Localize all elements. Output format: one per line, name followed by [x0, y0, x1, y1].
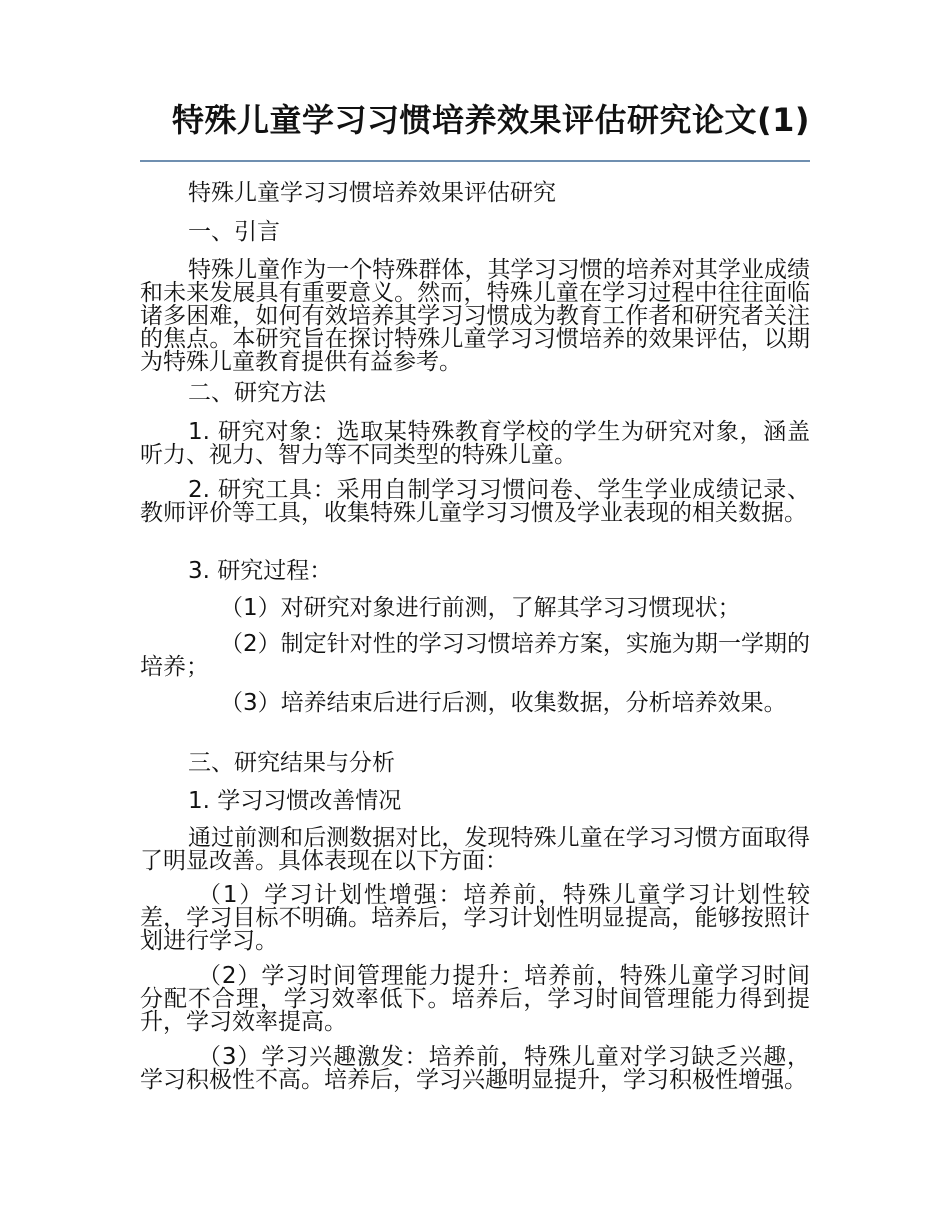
result-item-1: （1）学习计划性增强：培养前，特殊儿童学习计划性较差，学习目标不明确。培养后，学习计划性明显提高，能够按照计划进行学习。 [140, 882, 810, 954]
title-divider [140, 160, 810, 162]
section-heading-methods: 二、研究方法 [188, 380, 326, 406]
methods-process-heading: 3. 研究过程： [188, 558, 333, 584]
methods-subject-paragraph: 1. 研究对象：选取某特殊教育学校的学生为研究对象，涵盖听力、视力、智力等不同类型的特殊儿童。 [140, 419, 810, 468]
process-step-3: （3）培养结束后进行后测，收集数据，分析培养效果。 [220, 690, 787, 716]
result-item-3: （3）学习兴趣激发：培养前，特殊儿童对学习缺乏兴趣，学习积极性不高。培养后，学习兴趣明显提升，学习积极性增强。 [140, 1044, 810, 1093]
document-title: 特殊儿童学习习惯培养效果评估研究论文(1) [171, 101, 810, 139]
section-heading-introduction: 一、引言 [188, 219, 280, 245]
subtitle-paragraph: 特殊儿童学习习惯培养效果评估研究 [188, 180, 556, 206]
introduction-paragraph: 特殊儿童作为一个特殊群体，其学习习惯的培养对其学业成绩和未来发展具有重要意义。然而，特殊儿童在学习过程中往往面临诸多困难，如何有效培养其学习习惯成为教育工作者和研究者关注的焦点。本研究旨在探讨特殊儿童学习习惯培养的效果评估，以期为特殊儿童教育提供有益参考。 [140, 257, 810, 375]
methods-tools-paragraph: 2. 研究工具：采用自制学习习惯问卷、学生学业成绩记录、教师评价等工具，收集特殊儿童学习习惯及学业表现的相关数据。 [140, 477, 810, 526]
section-heading-results: 三、研究结果与分析 [188, 750, 395, 776]
process-step-2: （2）制定针对性的学习习惯培养方案，实施为期一学期的培养； [140, 631, 810, 680]
results-intro-paragraph: 通过前测和后测数据对比，发现特殊儿童在学习习惯方面取得了明显改善。具体表现在以下方面： [140, 825, 810, 874]
results-subheading: 1. 学习习惯改善情况 [188, 788, 402, 814]
process-step-1: （1）对研究对象进行前测，了解其学习习惯现状； [220, 595, 741, 621]
result-item-2: （2）学习时间管理能力提升：培养前，特殊儿童学习时间分配不合理，学习效率低下。培养后，学习时间管理能力得到提升，学习效率提高。 [140, 963, 810, 1035]
